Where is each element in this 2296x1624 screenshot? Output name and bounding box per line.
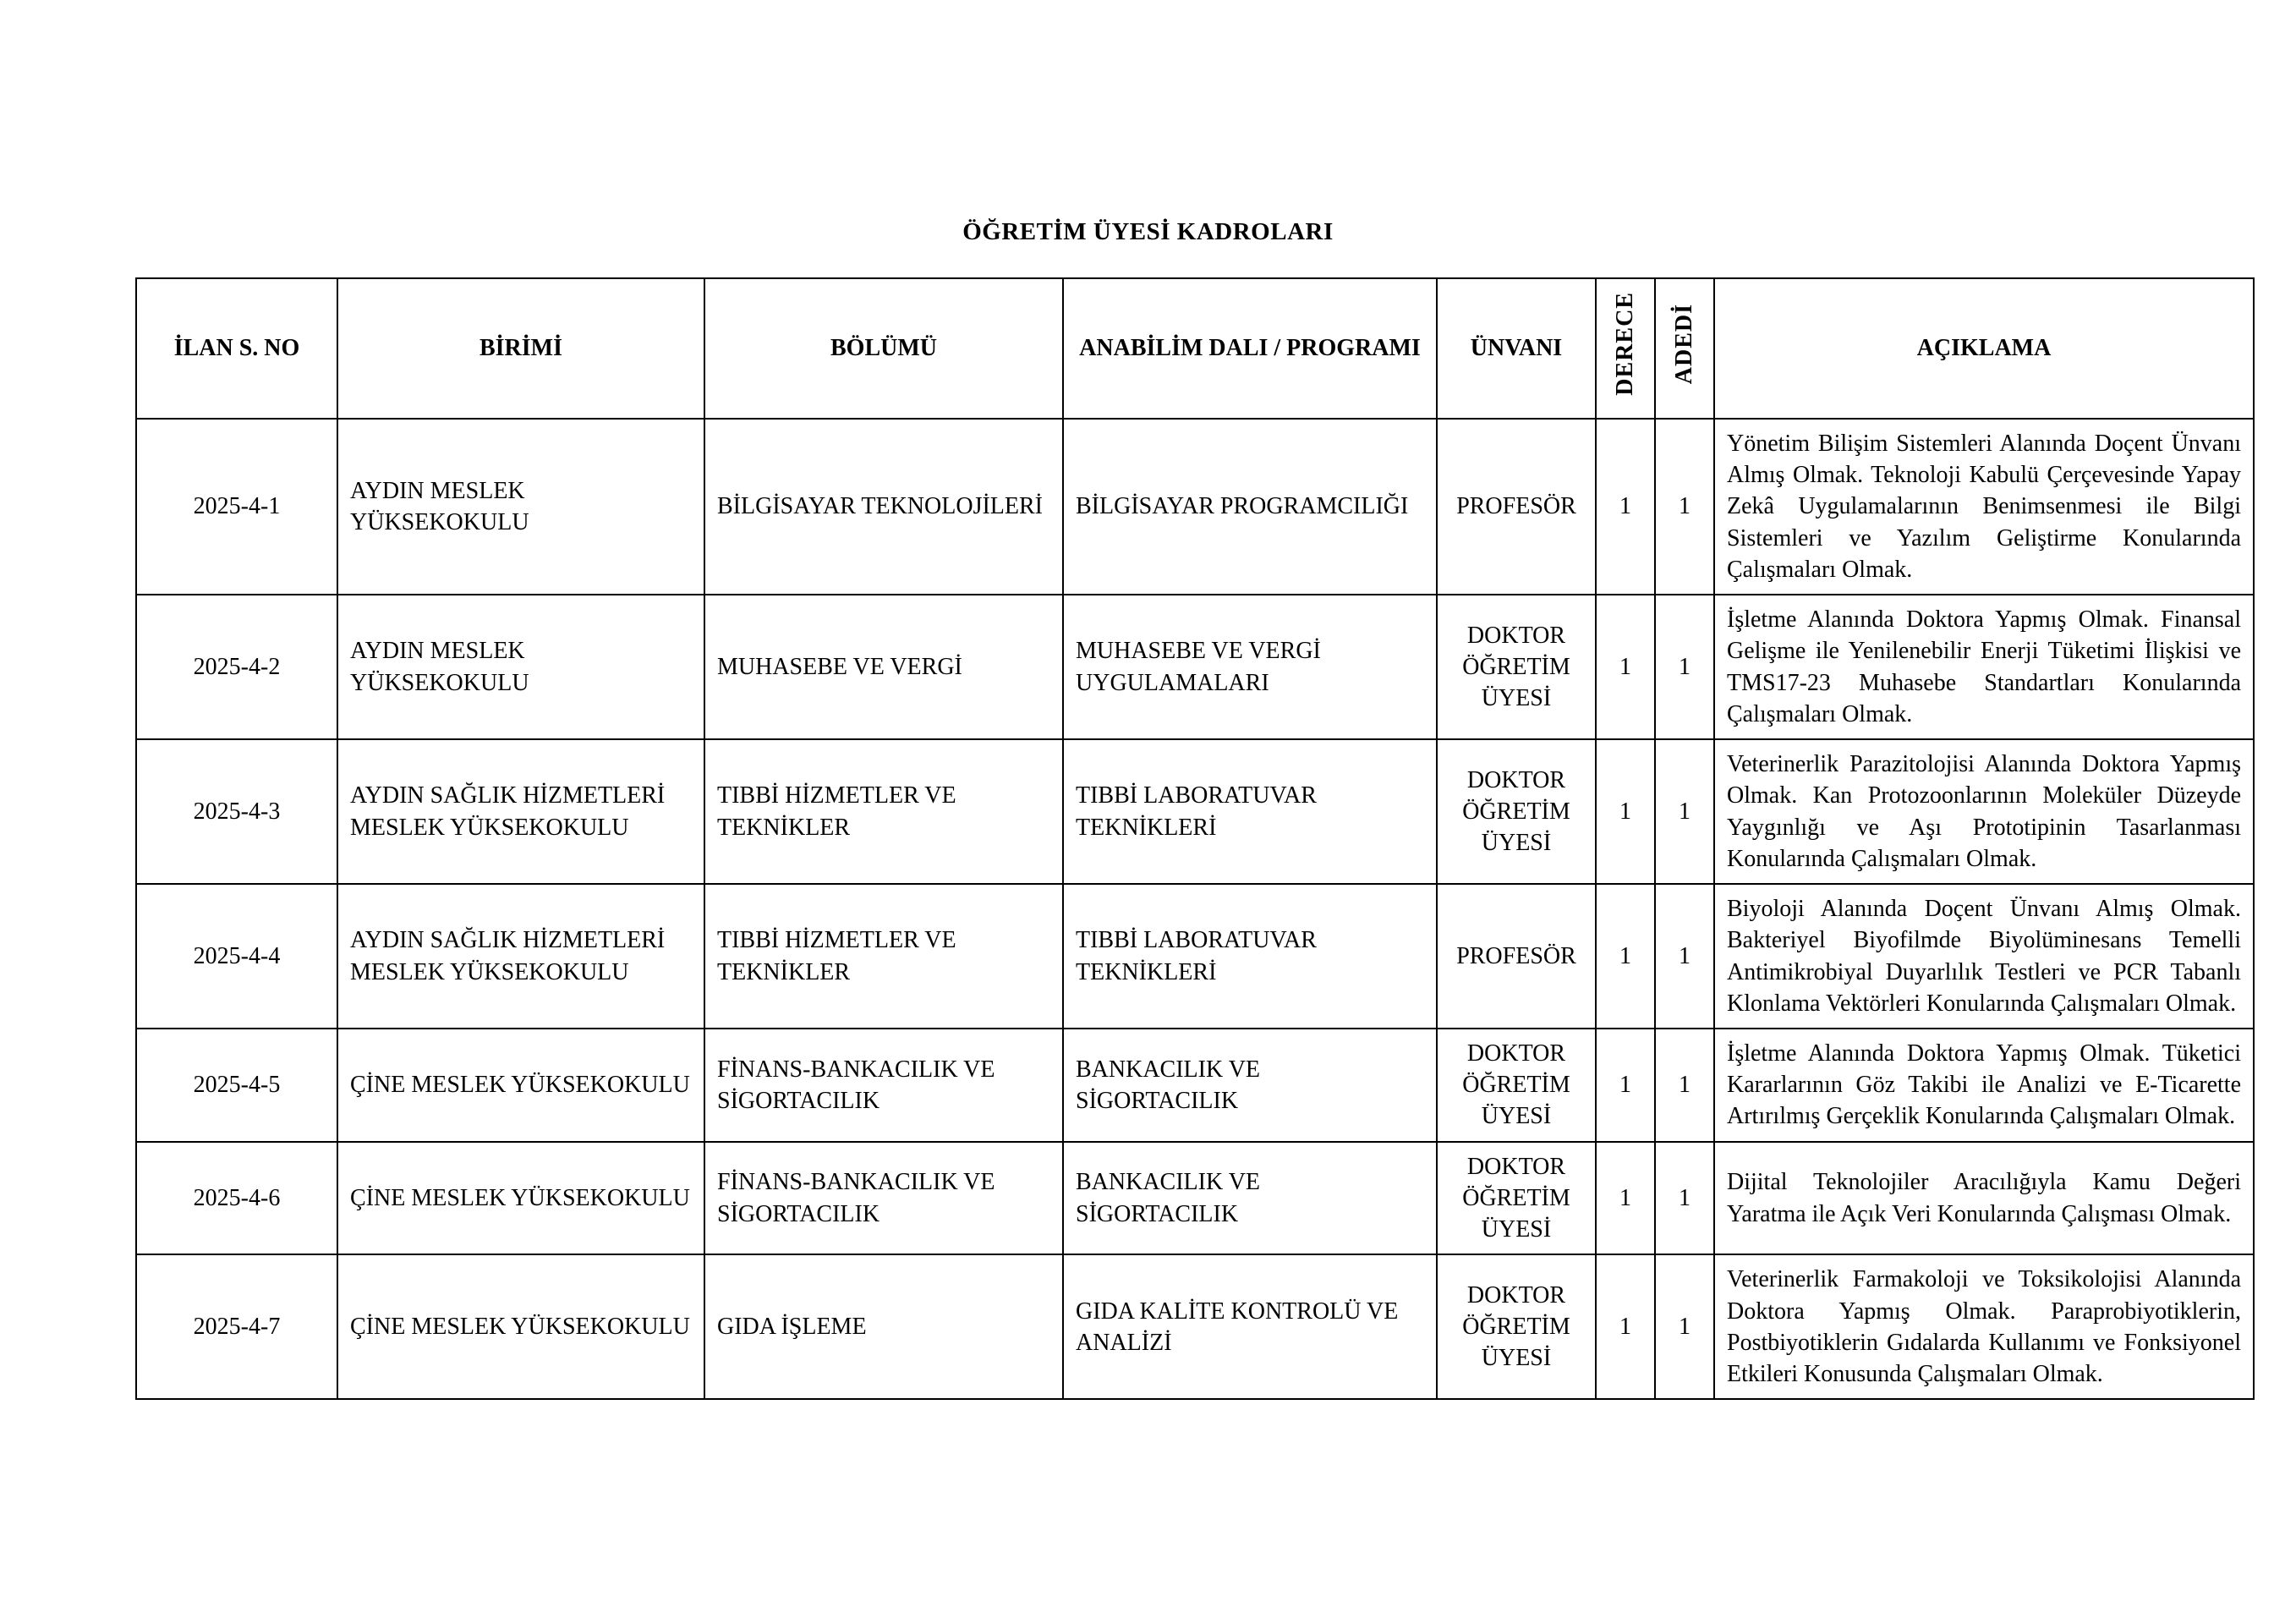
cell-derece: 1 (1596, 739, 1655, 884)
cell-bolumu: FİNANS-BANKACILIK VE SİGORTACILIK (704, 1142, 1063, 1255)
cell-derece: 1 (1596, 595, 1655, 739)
cell-aciklama: Yönetim Bilişim Sistemleri Alanında Doçent Ünvanı Almış Olmak. Teknoloji Kabulü Çerçevesinde Yapay Zekâ Uygulamalarının Benimsenmesi ile Bilgi Sistemleri ve Yazılım Geliştirme Konularında Çalışmaları Olmak. (1714, 419, 2254, 595)
column-header-adedi (1655, 278, 1714, 419)
cell-ilan-no: 2025-4-7 (136, 1254, 337, 1399)
cell-bolumu: GIDA İŞLEME (704, 1254, 1063, 1399)
cell-adedi: 1 (1655, 1254, 1714, 1399)
cell-adedi: 1 (1655, 884, 1714, 1029)
cell-derece: 1 (1596, 1142, 1655, 1255)
cell-birimi: ÇİNE MESLEK YÜKSEKOKULU (337, 1142, 704, 1255)
column-header-bolumu: BÖLÜMÜ (704, 278, 1063, 419)
cell-ilan-no: 2025-4-3 (136, 739, 337, 884)
positions-table (135, 277, 2255, 1400)
cell-anabilim: TIBBİ LABORATUVAR TEKNİKLERİ (1063, 884, 1437, 1029)
column-header-derece-label: DERECE (1611, 292, 1638, 397)
cell-bolumu: FİNANS-BANKACILIK VE SİGORTACILIK (704, 1029, 1063, 1142)
cell-ilan-no: 2025-4-2 (136, 595, 337, 739)
cell-anabilim: MUHASEBE VE VERGİ UYGULAMALARI (1063, 595, 1437, 739)
cell-birimi: AYDIN SAĞLIK HİZMETLERİ MESLEK YÜKSEKOKULU (337, 739, 704, 884)
cell-unvani: DOKTOR ÖĞRETİM ÜYESİ (1437, 1029, 1596, 1142)
cell-ilan-no: 2025-4-5 (136, 1029, 337, 1142)
cell-ilan-no: 2025-4-4 (136, 884, 337, 1029)
cell-derece: 1 (1596, 1254, 1655, 1399)
cell-aciklama: İşletme Alanında Doktora Yapmış Olmak. Finansal Gelişme ile Yenilenebilir Enerji Tüketimi İlişkisi ve TMS17-23 Muhasebe Standartları Konularında Çalışmaları Olmak. (1714, 595, 2254, 739)
column-header-adedi-label: ADEDİ (1670, 304, 1697, 385)
cell-anabilim: BANKACILIK VE SİGORTACILIK (1063, 1142, 1437, 1255)
cell-unvani: DOKTOR ÖĞRETİM ÜYESİ (1437, 1142, 1596, 1255)
cell-aciklama: İşletme Alanında Doktora Yapmış Olmak. Tüketici Kararlarının Göz Takibi ile Analizi ve E-Ticarette Artırılmış Gerçeklik Konularında Çalışmaları Olmak. (1714, 1029, 2254, 1142)
cell-aciklama: Veterinerlik Farmakoloji ve Toksikolojisi Alanında Doktora Yapmış Olmak. Paraprobiyotiklerin, Postbiyotiklerin Gıdalarda Kullanımı ve Fonksiyonel Etkileri Konusunda Çalışmaları Olmak. (1714, 1254, 2254, 1399)
cell-derece: 1 (1596, 1029, 1655, 1142)
cell-birimi: AYDIN MESLEK YÜKSEKOKULU (337, 595, 704, 739)
cell-anabilim: BANKACILIK VE SİGORTACILIK (1063, 1029, 1437, 1142)
cell-adedi: 1 (1655, 595, 1714, 739)
cell-adedi: 1 (1655, 1029, 1714, 1142)
column-header-aciklama: AÇIKLAMA (1714, 278, 2254, 419)
cell-adedi: 1 (1655, 1142, 1714, 1255)
table-row (136, 1254, 2254, 1399)
cell-unvani: PROFESÖR (1437, 884, 1596, 1029)
cell-bolumu: MUHASEBE VE VERGİ (704, 595, 1063, 739)
cell-bolumu: TIBBİ HİZMETLER VE TEKNİKLER (704, 884, 1063, 1029)
cell-aciklama: Veterinerlik Parazitolojisi Alanında Doktora Yapmış Olmak. Kan Protozoonlarının Moleküler Düzeyde Yaygınlığı ve Aşı Prototipinin Tasarlanması Konularında Çalışmaları Olmak. (1714, 739, 2254, 884)
cell-unvani: DOKTOR ÖĞRETİM ÜYESİ (1437, 1254, 1596, 1399)
page-title: ÖĞRETİM ÜYESİ KADROLARI (962, 218, 1334, 245)
column-header-derece (1596, 278, 1655, 419)
table-row (136, 1029, 2254, 1142)
table-row (136, 595, 2254, 739)
cell-birimi: ÇİNE MESLEK YÜKSEKOKULU (337, 1029, 704, 1142)
cell-ilan-no: 2025-4-6 (136, 1142, 337, 1255)
column-header-anabilim: ANABİLİM DALI / PROGRAMI (1063, 278, 1437, 419)
cell-unvani: PROFESÖR (1437, 419, 1596, 595)
cell-birimi: AYDIN SAĞLIK HİZMETLERİ MESLEK YÜKSEKOKULU (337, 884, 704, 1029)
cell-aciklama: Biyoloji Alanında Doçent Ünvanı Almış Olmak. Bakteriyel Biyofilmde Biyolüminesans Temelli Antimikrobiyal Duyarlılık Testleri ve PCR Tabanlı Klonlama Vektörleri Konularında Çalışmaları Olmak. (1714, 884, 2254, 1029)
cell-aciklama: Dijital Teknolojiler Aracılığıyla Kamu Değeri Yaratma ile Açık Veri Konularında Çalışması Olmak. (1714, 1142, 2254, 1255)
cell-ilan-no: 2025-4-1 (136, 419, 337, 595)
column-header-unvani: ÜNVANI (1437, 278, 1596, 419)
column-header-birimi: BİRİMİ (337, 278, 704, 419)
table-row (136, 1142, 2254, 1255)
cell-adedi: 1 (1655, 419, 1714, 595)
column-header-ilan-no: İLAN S. NO (136, 278, 337, 419)
table-row (136, 884, 2254, 1029)
cell-bolumu: TIBBİ HİZMETLER VE TEKNİKLER (704, 739, 1063, 884)
cell-adedi: 1 (1655, 739, 1714, 884)
cell-anabilim: BİLGİSAYAR PROGRAMCILIĞI (1063, 419, 1437, 595)
cell-birimi: ÇİNE MESLEK YÜKSEKOKULU (337, 1254, 704, 1399)
table-row (136, 739, 2254, 884)
table-header-row (136, 278, 2254, 419)
cell-bolumu: BİLGİSAYAR TEKNOLOJİLERİ (704, 419, 1063, 595)
cell-anabilim: GIDA KALİTE KONTROLÜ VE ANALİZİ (1063, 1254, 1437, 1399)
cell-derece: 1 (1596, 884, 1655, 1029)
cell-anabilim: TIBBİ LABORATUVAR TEKNİKLERİ (1063, 739, 1437, 884)
cell-unvani: DOKTOR ÖĞRETİM ÜYESİ (1437, 595, 1596, 739)
cell-unvani: DOKTOR ÖĞRETİM ÜYESİ (1437, 739, 1596, 884)
table-row (136, 419, 2254, 595)
cell-birimi: AYDIN MESLEK YÜKSEKOKULU (337, 419, 704, 595)
cell-derece: 1 (1596, 419, 1655, 595)
